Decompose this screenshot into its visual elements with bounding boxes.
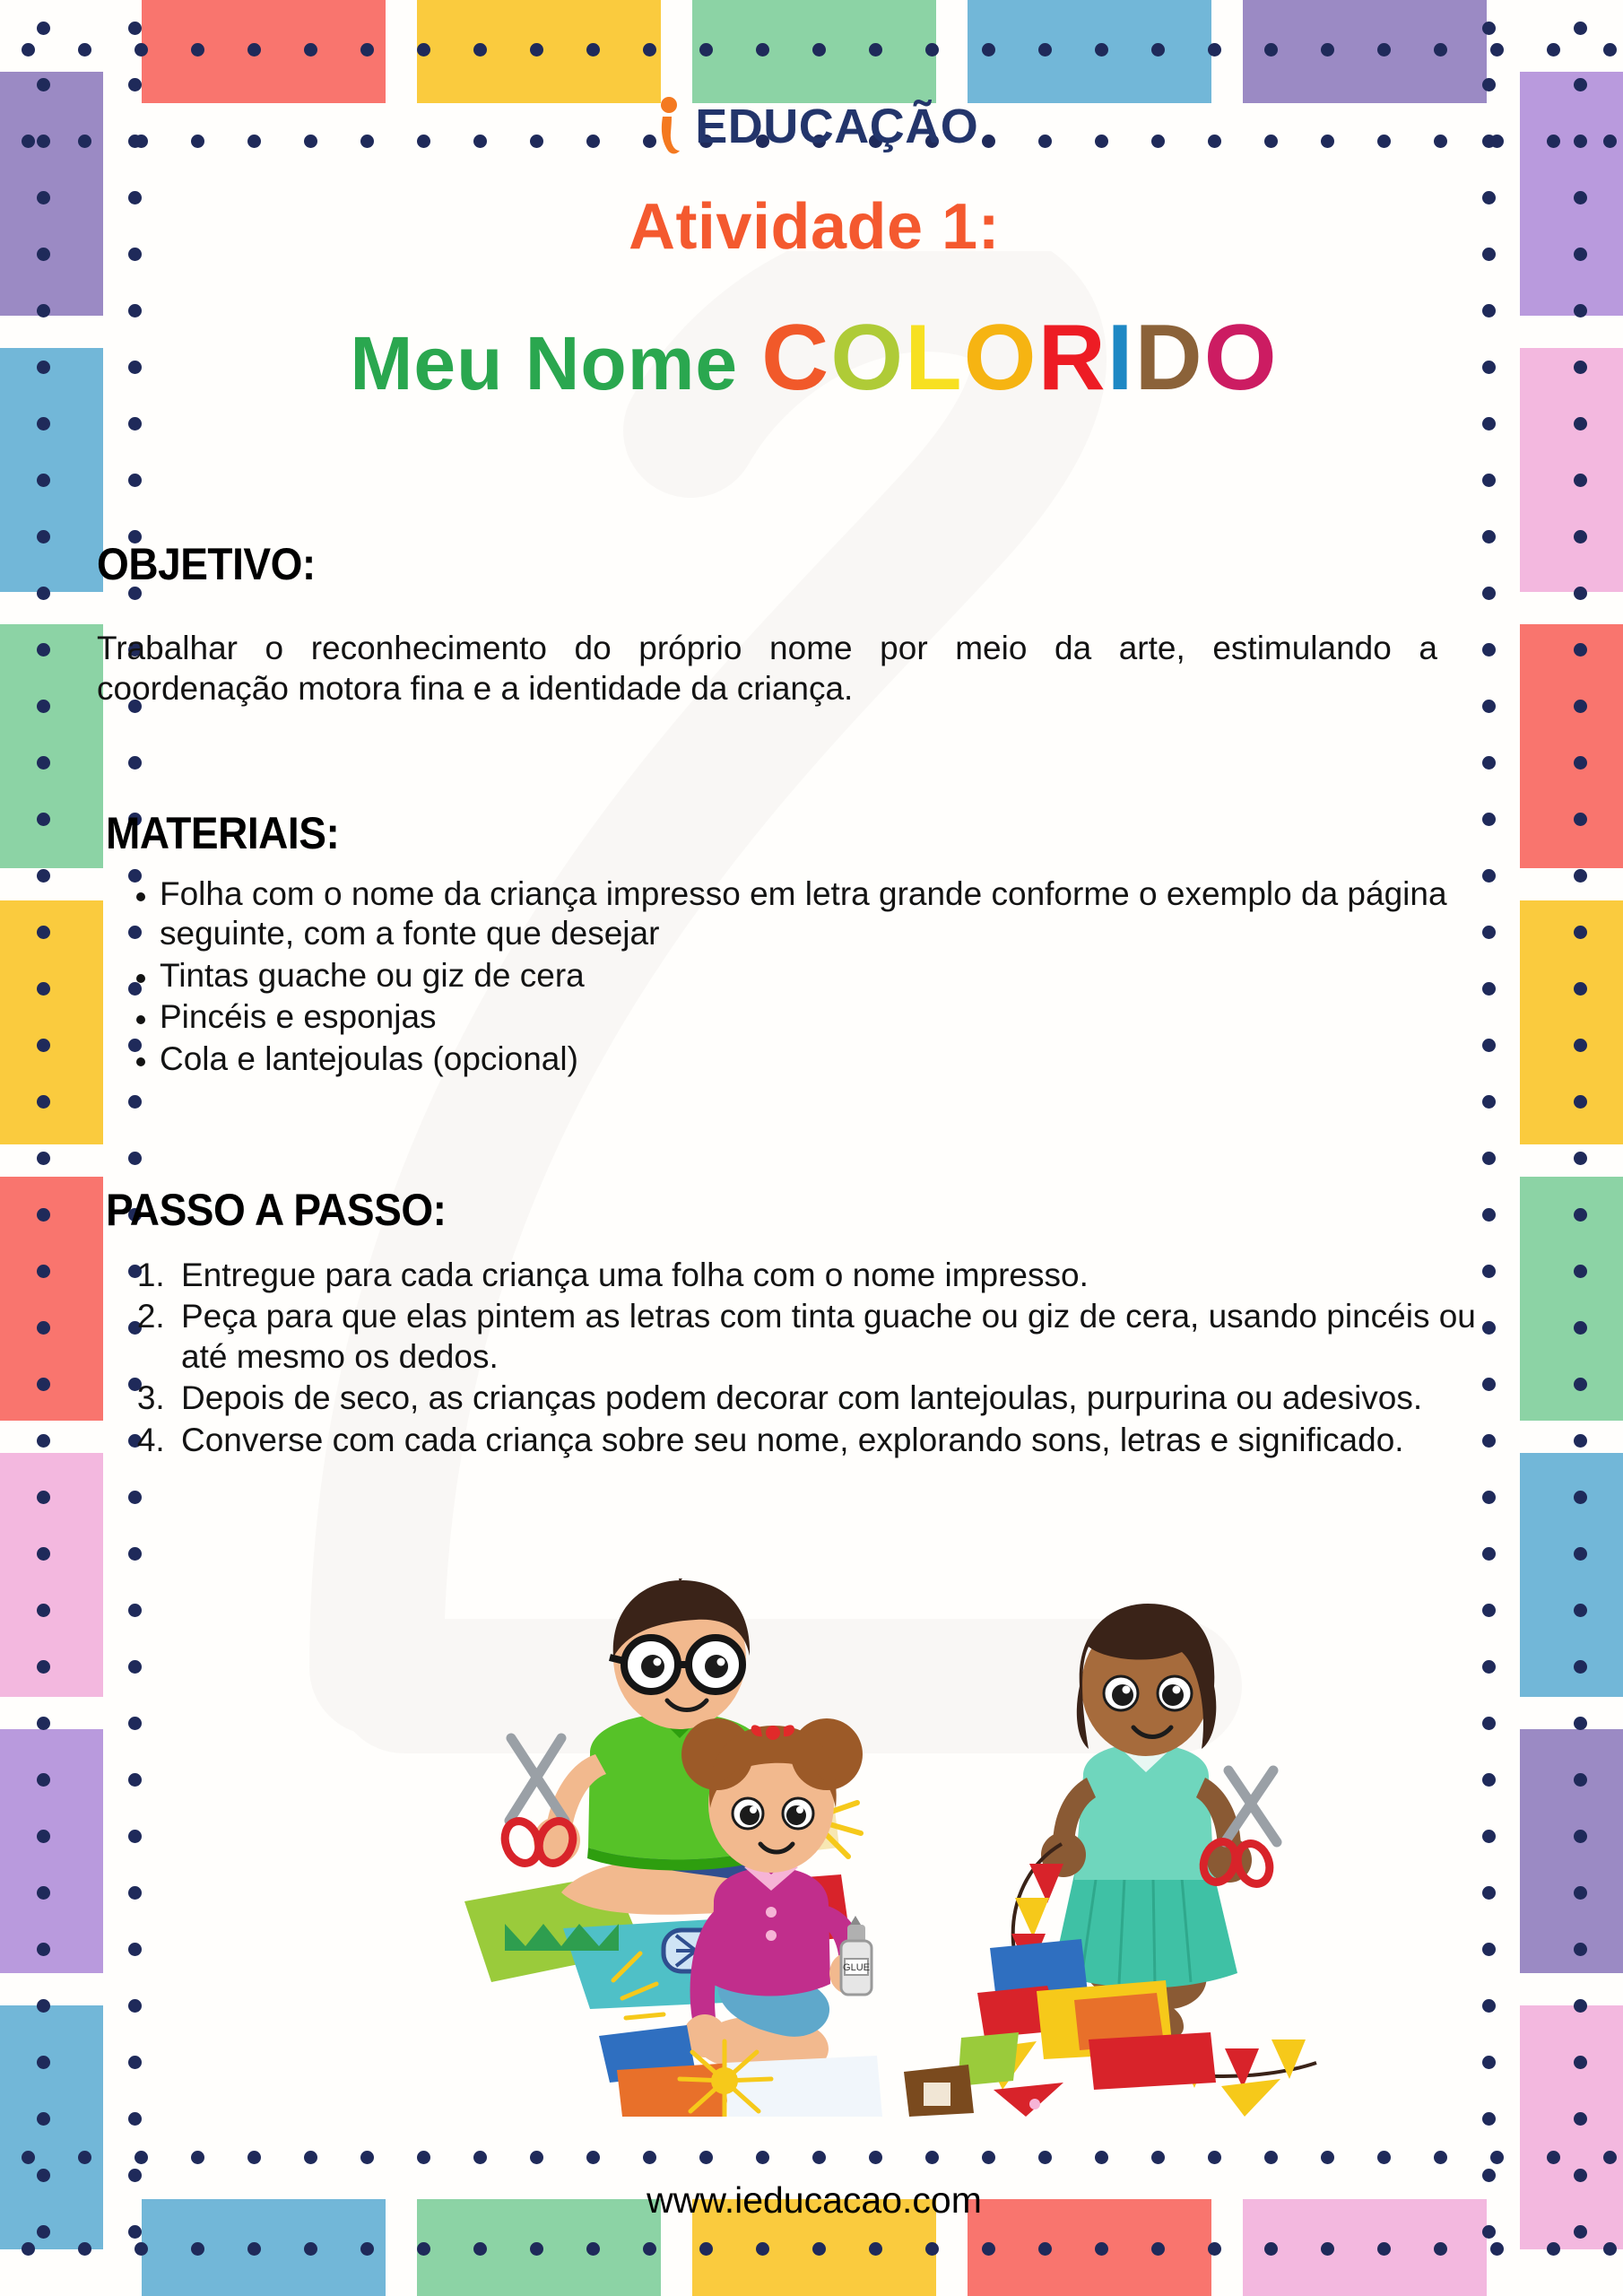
title-letter-4: R: [1037, 306, 1107, 410]
paper-dot-pink: [1029, 2099, 1040, 2109]
list-item: 1. Entregue para cada criança uma folha com o nome impresso.: [174, 1256, 1510, 1295]
deco-dot-col-left-1: [37, 0, 50, 2296]
deco-dot-col-right-2: [1574, 0, 1587, 2296]
deco-bar-right-coral: [1520, 624, 1623, 868]
title-letter-6: D: [1134, 306, 1204, 410]
deco-bar-right-purple: [1520, 1729, 1623, 1973]
logo-wordmark: EDUCAÇÃO: [695, 100, 979, 153]
title-letter-7: O: [1203, 306, 1279, 410]
list-item: 4. Converse com cada criança sobre seu nome, explorando sons, letras e significado.: [174, 1421, 1510, 1460]
deco-bar-left-blue: [0, 348, 103, 592]
activity-title: Atividade 1:: [628, 191, 1001, 263]
deco-bar-right-green: [1520, 1177, 1623, 1421]
passo-a-passo-heading: PASSO A PASSO:: [106, 1185, 447, 1235]
title-letter-5: I: [1107, 306, 1135, 410]
worksheet-title: [97, 305, 1532, 412]
glue-label: GLUE: [843, 1962, 870, 1973]
title-letter-1: O: [830, 306, 906, 410]
deco-bar-left-coral: [0, 1177, 103, 1421]
title-colored-part: [761, 306, 1278, 410]
paper-scrap-brown-inner: [924, 2083, 950, 2106]
deco-bar-right-lilac: [1520, 72, 1623, 316]
list-item: • Pincéis e esponjas: [160, 997, 1491, 1037]
list-item: 2. Peça para que elas pintem as letras com tinta guache ou giz de cera, usando pincéis ou até mesmo os dedos.: [174, 1297, 1510, 1377]
title-letter-2: L: [905, 306, 964, 410]
paper-scrap-red-3: [1089, 2032, 1216, 2090]
deco-bar-right-pink: [1520, 348, 1623, 592]
deco-bar-left-pink: [0, 1453, 103, 1697]
list-item: 3. Depois de seco, as crianças podem decorar com lantejoulas, purpurina ou adesivos.: [174, 1378, 1510, 1418]
title-letter-3: O: [963, 306, 1038, 410]
title-plain-part: Meu Nome: [350, 321, 739, 405]
brand-logo: [97, 97, 1532, 156]
children-crafting-illustration: [456, 1578, 1334, 2117]
deco-bar-left-purple: [0, 72, 103, 316]
footer-website: www.ieducacao.com: [647, 2179, 982, 2221]
list-item: • Cola e lantejoulas (opcional): [160, 1039, 1491, 1079]
materiais-heading: MATERIAIS:: [106, 808, 340, 858]
paper-scrap-white: [725, 2056, 882, 2117]
deco-bar-left-yellow: [0, 900, 103, 1144]
list-item: • Tintas guache ou giz de cera: [160, 956, 1491, 996]
objetivo-body: Trabalhar o reconhecimento do próprio nome por meio da arte, estimulando a coordenação motora fina e a identidade da criança.: [97, 630, 1437, 708]
materiais-list: [106, 874, 1491, 1081]
paper-scrap-tri-gold: [1221, 2079, 1280, 2117]
paper-scrap-tri-red: [994, 2083, 1063, 2117]
deco-bar-left-green: [0, 624, 103, 868]
objetivo-heading: OBJETIVO:: [97, 539, 316, 589]
deco-bar-right-blue: [1520, 1453, 1623, 1697]
logo-i-icon: [650, 97, 686, 156]
deco-bar-left-blue-2: [0, 2005, 103, 2249]
list-item: • Folha com o nome da criança impresso em letra grande conforme o exemplo da página seguinte, com a fonte que desejar: [160, 874, 1491, 954]
content-column: [97, 0, 1532, 2296]
deco-bar-left-lilac: [0, 1729, 103, 1973]
deco-bar-right-yellow: [1520, 900, 1623, 1144]
passo-a-passo-list: [106, 1256, 1510, 1462]
deco-bar-right-pink-2: [1520, 2005, 1623, 2249]
title-letter-0: C: [761, 306, 831, 410]
